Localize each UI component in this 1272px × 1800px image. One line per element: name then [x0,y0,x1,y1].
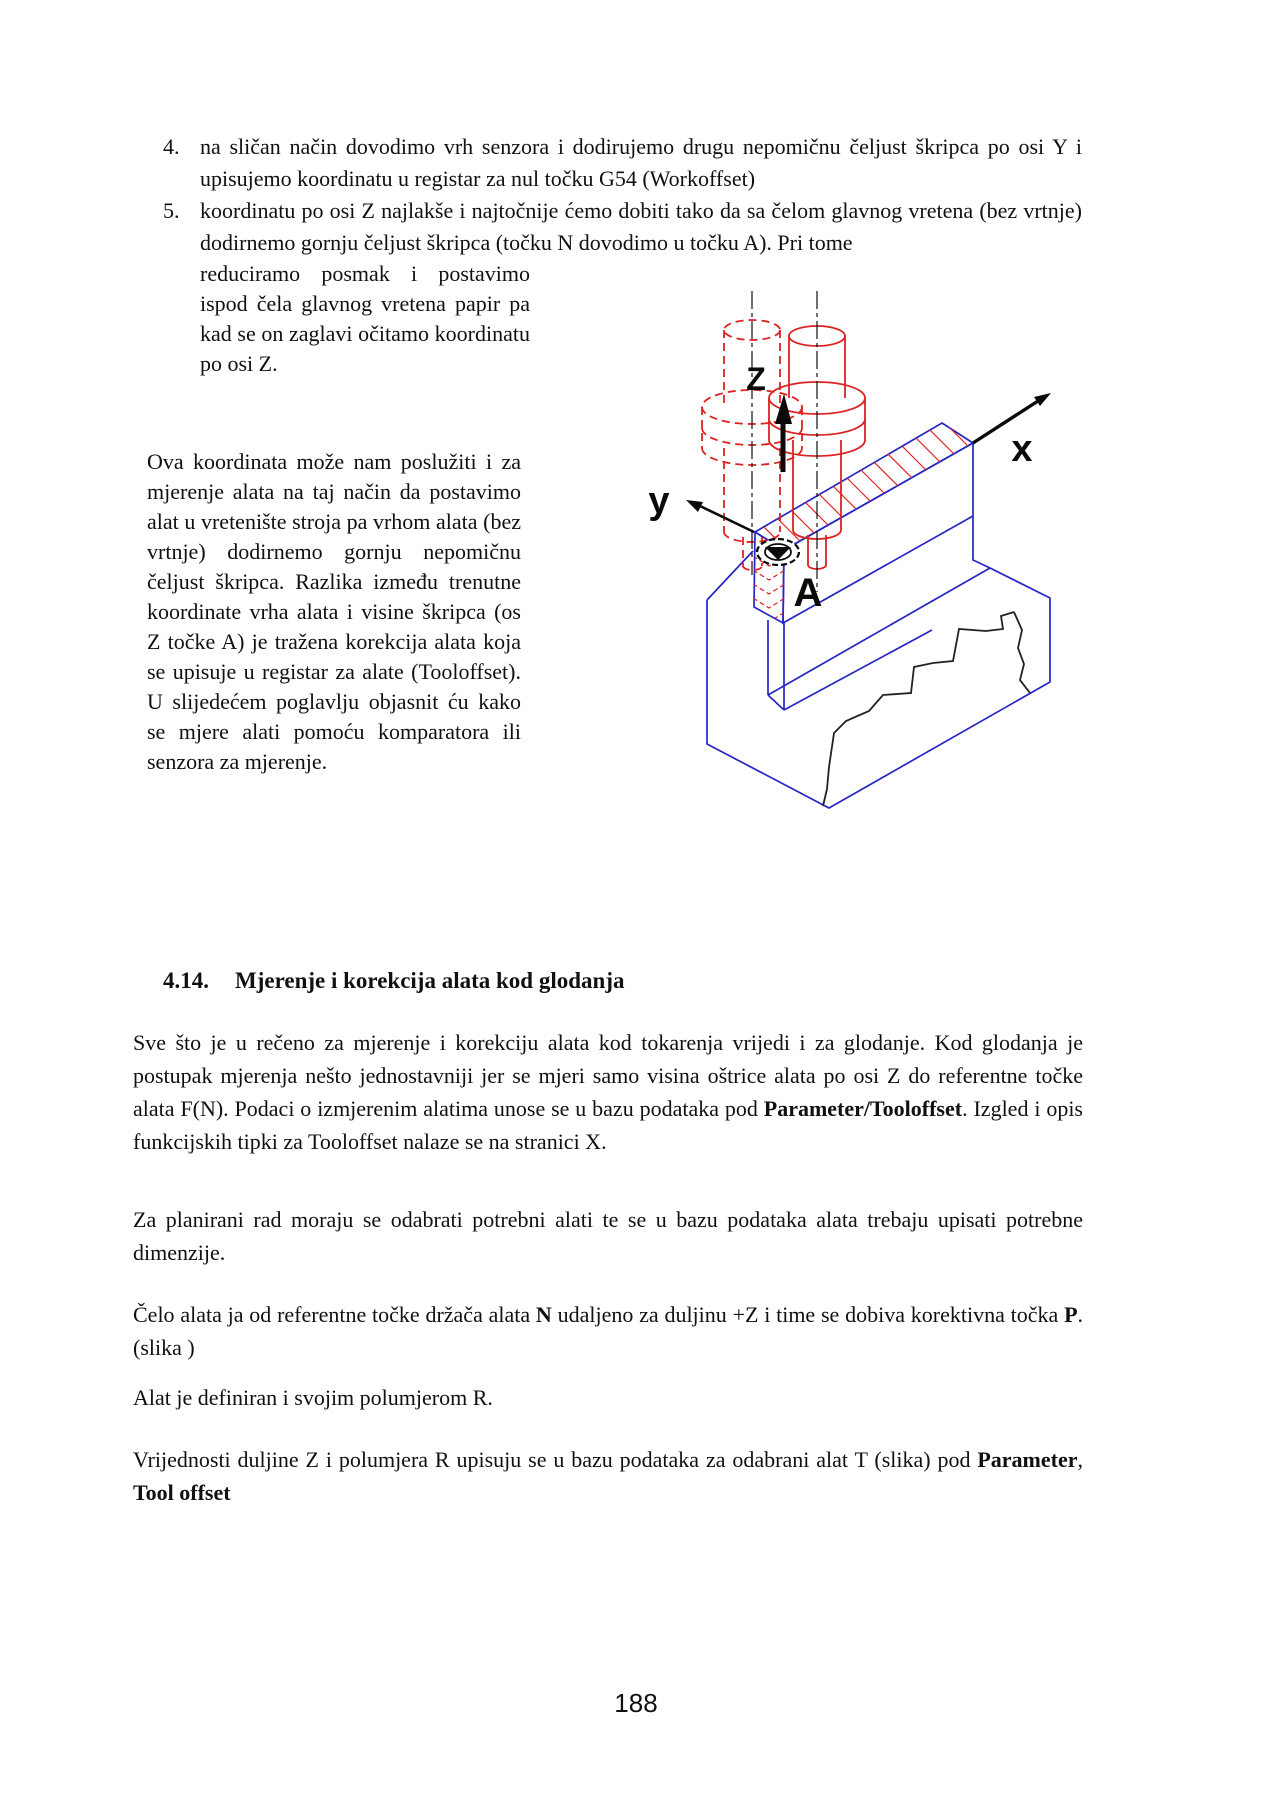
paragraph-1: Sve što je u rečeno za mjerenje i korekciju alata kod tokarenja vrijedi i za glodanje. Kod glodanja je postupak mjerenja nešto jednostavniji jer se mjeri samo visina oštrice alata po osi Z do referentne točke alata F(N). Podaci o izmjerenim alatima unose se u bazu podataka pod Parameter/Tooloffset. Izgled i opis funkcijskih tipki za Tooloffset nalaze se na stranici X. [133,1030,1083,1154]
list-item-5-marker: 5. [163,198,180,223]
point-a-label: A [793,571,823,615]
vise-body-outline [707,423,1050,808]
axis-x-label: x [1011,428,1033,470]
list-item-5-wrap-text: reduciramo posmak i postavimo ispod čela glavnog vretena papir pa kad se on zaglavi očitamo koordinatu po osi Z. [200,261,530,376]
page-number: 188 [614,1688,658,1718]
list-item-4-marker: 4. [163,134,180,159]
list-item-4 [163,131,1082,195]
axis-y-label: y [648,480,670,522]
paragraph-4: Alat je definiran i svojim polumjerom R. [133,1385,493,1410]
side-paragraph: Ova koordinata može nam poslužiti i za mjerenje alata na taj način da postavimo alat u vretenište stroja pa vrhom alata (bez vrtnje) dodirnemo gornju nepomičnu čeljust škripca. Razlika između trenutne koordinate vrha alata i visine škripca (os Z točke A) je tražena korekcija alata koja se upisuje u registar za alate (Tooloffset). U slijedećem poglavlju objasnit ću kako se mjere alati pomoću komparatora ili senzora za mjerenje. [147,449,521,774]
list-item-5-text: koordinatu po osi Z najlakše i najtočnije ćemo dobiti tako da sa čelom glavnog vretena (bez vrtnje) dodirnemo gornju čeljust škripca (točku N dovodimo u točku A). Pri tome [200,198,1082,255]
axis-z-label: Z [746,361,766,397]
paragraph-2: Za planirani rad moraju se odabrati potrebni alati te se u bazu podataka alata trebaju upisati potrebne dimenzije. [133,1207,1083,1265]
list-item-4-text: na sličan način dovodimo vrh senzora i dodirujemo drugu nepomičnu čeljust škripca po osi Y i upisujemo koordinatu u registar za nul točku G54 (Workoffset) [200,134,1082,191]
section-heading [163,968,624,994]
paragraph-3: Čelo alata ja od referentne točke držača alata N udaljeno za duljinu +Z i time se dobiva korektivna točka P. (slika ) [133,1302,1084,1360]
section-heading-title: Mjerenje i korekcija alata kod glodanja [235,968,625,993]
point-a-target-icon [757,539,799,565]
vise-spindle-figure [560,250,1070,860]
section-heading-number: 4.14. [163,968,209,993]
paragraph-5: Vrijednosti duljine Z i polumjera R upisuju se u bazu podataka za odabrani alat T (slika) pod Parameter, Tool offset [133,1447,1083,1505]
break-line-jagged [823,612,1030,806]
y-axis-arrow [686,500,754,532]
jaw-front-chevron-hatching [753,556,785,636]
